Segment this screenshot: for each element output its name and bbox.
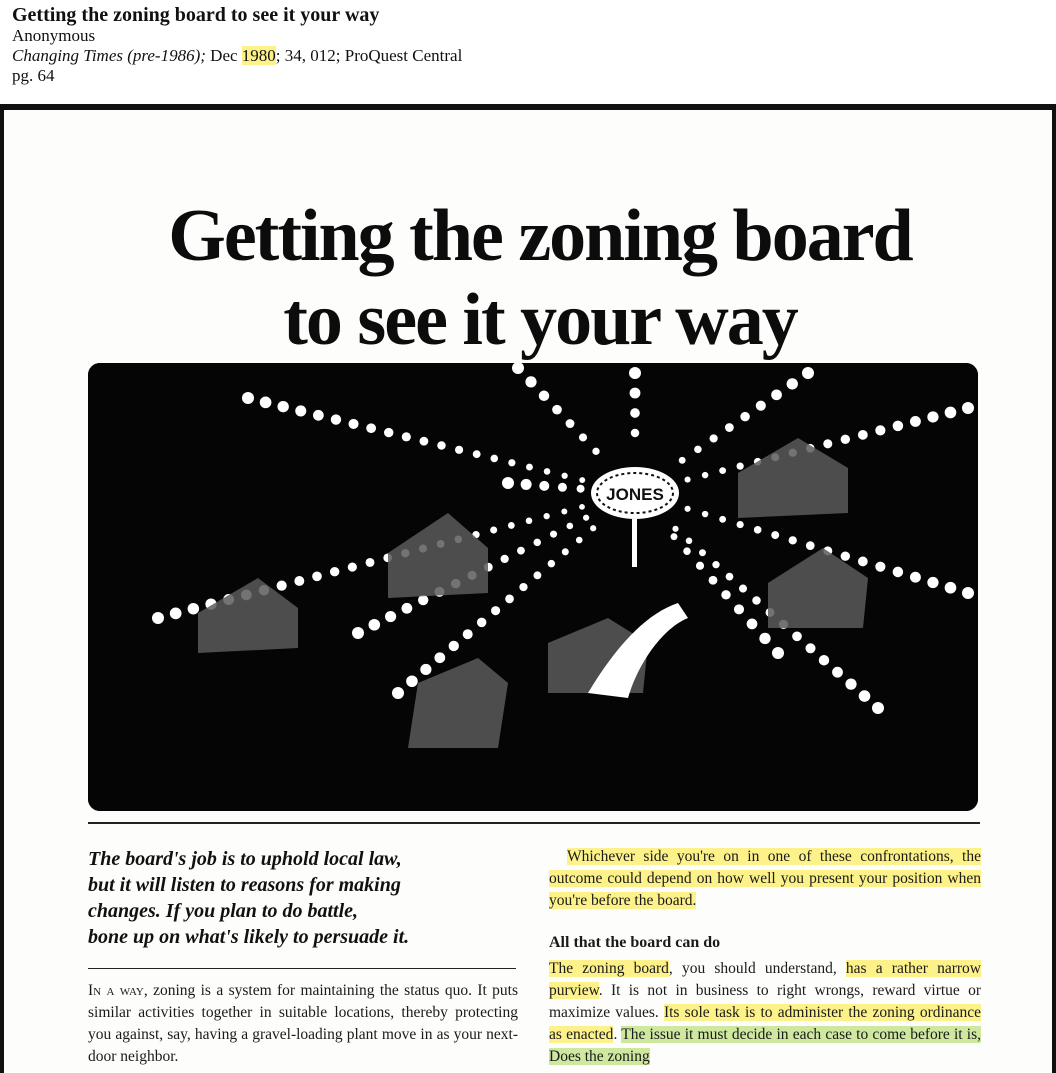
ray-dot xyxy=(502,477,514,489)
ray-dot xyxy=(505,595,514,604)
ray-dot xyxy=(771,531,779,539)
ray-dot xyxy=(579,433,587,441)
ray-dot xyxy=(534,539,541,546)
citation-source xyxy=(12,46,462,66)
ray-dot xyxy=(806,541,815,550)
ray-dot xyxy=(787,378,798,389)
ray-dot xyxy=(330,567,339,576)
ray-dot xyxy=(491,455,499,463)
ray-dot xyxy=(533,571,541,579)
highlight-issue: The issue it must decide in each case to come before it is, Does the zoning xyxy=(549,1026,981,1065)
ray-dot xyxy=(392,687,404,699)
ray-dot xyxy=(772,647,784,659)
ray-dot xyxy=(312,572,322,582)
headline-line-2: to see it your way xyxy=(283,279,797,361)
ray-dot xyxy=(583,515,589,521)
ray-dot xyxy=(558,483,567,492)
ray-dot xyxy=(519,583,527,591)
ray-dot xyxy=(710,434,718,442)
ray-dot xyxy=(792,632,802,642)
ray-dot xyxy=(550,531,557,538)
paragraph-1 xyxy=(549,846,981,912)
ray-dot xyxy=(402,432,411,441)
divider-rule xyxy=(88,822,980,824)
ray-dot xyxy=(841,435,850,444)
ray-dot xyxy=(525,376,536,387)
ray-dot xyxy=(331,414,341,424)
ray-dot xyxy=(567,523,574,530)
ray-dot xyxy=(789,536,797,544)
deck-line: bone up on what's likely to persuade it. xyxy=(88,926,410,948)
ray-dot xyxy=(294,576,304,586)
ray-dot xyxy=(945,582,957,594)
subheading: All that the board can do xyxy=(549,934,721,951)
ray-dot xyxy=(152,612,164,624)
ray-dot xyxy=(858,557,868,567)
ray-dot xyxy=(734,604,744,614)
ray-dot xyxy=(725,423,734,432)
ray-dot xyxy=(491,606,500,615)
deck-rule xyxy=(88,968,516,969)
deck-line: but it will listen to reasons for making xyxy=(88,874,401,896)
body-left-column xyxy=(88,980,518,1068)
ray-dot xyxy=(805,643,815,653)
ray-dot xyxy=(630,388,641,399)
ray-dot xyxy=(841,551,850,560)
citation-date: Dec xyxy=(210,46,238,65)
ray-dot xyxy=(719,516,726,523)
ray-dot xyxy=(702,511,708,517)
ray-dot xyxy=(170,608,182,620)
ray-dot xyxy=(242,392,254,404)
ray-dot xyxy=(576,537,583,544)
ray-dot xyxy=(683,547,691,555)
ray-dot xyxy=(501,555,509,563)
ray-dot xyxy=(712,561,719,568)
ray-dot xyxy=(592,448,599,455)
ray-dot xyxy=(709,576,718,585)
illustration xyxy=(88,363,978,811)
ray-dot xyxy=(526,518,533,525)
ray-dot xyxy=(544,513,550,519)
ray-dot xyxy=(188,603,199,614)
sign-label: JONES xyxy=(606,485,664,504)
ray-dot xyxy=(685,506,691,512)
ray-dot xyxy=(631,429,640,438)
ray-dot xyxy=(384,428,393,437)
ray-dot xyxy=(348,563,357,572)
ray-dot xyxy=(548,560,555,567)
ray-dot xyxy=(517,547,525,555)
highlight-purview: has a rather narrow purview xyxy=(549,960,981,999)
scan-edge xyxy=(1052,104,1056,1073)
ray-dot xyxy=(366,558,375,567)
ray-dot xyxy=(726,573,734,581)
ray-dot xyxy=(420,437,429,446)
ray-dot xyxy=(737,521,744,528)
highlight-sole-task: Its sole task is to administer the zoning ordinance as enacted xyxy=(549,1004,981,1043)
ray-dot xyxy=(473,450,481,458)
ray-dot xyxy=(771,389,782,400)
ray-dot xyxy=(629,367,641,379)
ray-dot xyxy=(694,446,702,454)
illustration-drawing xyxy=(88,363,978,811)
sign-post xyxy=(632,519,637,567)
ray-dot xyxy=(579,477,585,483)
ray-dot xyxy=(418,595,428,605)
ray-dot xyxy=(544,468,551,475)
ray-dot xyxy=(739,585,747,593)
ray-dot xyxy=(719,467,726,474)
text-run: , you should understand, xyxy=(668,960,846,977)
paragraph-2 xyxy=(549,958,981,1068)
ray-dot xyxy=(759,633,770,644)
ray-dot xyxy=(277,581,287,591)
citation-year: 1980 xyxy=(241,46,276,65)
ray-dot xyxy=(910,572,921,583)
ray-dot xyxy=(699,549,706,556)
ray-dot xyxy=(420,664,431,675)
ray-dot xyxy=(752,596,761,605)
body-right-column xyxy=(549,846,981,1068)
ray-dot xyxy=(385,611,396,622)
highlight-zoning-board: The zoning board xyxy=(549,960,669,977)
ray-dot xyxy=(590,525,596,531)
ray-dot xyxy=(455,446,463,454)
ray-dot xyxy=(832,667,843,678)
ray-dot xyxy=(672,526,678,532)
ray-dot xyxy=(696,562,704,570)
ray-dot xyxy=(910,416,921,427)
ray-dot xyxy=(490,527,497,534)
ray-dot xyxy=(579,504,585,510)
citation-rest: ; 34, 012; ProQuest Central xyxy=(275,46,463,65)
ray-dot xyxy=(463,629,473,639)
ray-dot xyxy=(630,408,640,418)
ray-dot xyxy=(721,590,730,599)
ray-dot xyxy=(406,675,418,687)
ray-dot xyxy=(893,421,904,432)
ray-dot xyxy=(477,618,487,628)
ray-dot xyxy=(539,391,549,401)
ray-dot xyxy=(508,459,515,466)
ray-dot xyxy=(260,396,272,408)
ray-dot xyxy=(927,577,938,588)
ray-dot xyxy=(686,538,693,545)
headline-line-1: Getting the zoning board xyxy=(168,195,912,277)
ray-dot xyxy=(508,522,515,529)
ray-dot xyxy=(526,464,533,471)
ray-dot xyxy=(685,477,691,483)
ray-dot xyxy=(671,533,678,540)
ray-dot xyxy=(875,562,885,572)
ray-dot xyxy=(577,485,585,493)
ray-dot xyxy=(740,412,749,421)
citation-author: Anonymous xyxy=(12,26,96,45)
ray-dot xyxy=(756,401,766,411)
lead-in: In a way, xyxy=(88,982,148,999)
citation-title: Getting the zoning board to see it your way xyxy=(12,4,380,26)
ray-dot xyxy=(858,430,868,440)
ray-dot xyxy=(893,567,904,578)
deck-line: The board's job is to uphold local law, xyxy=(88,848,402,870)
ray-dot xyxy=(402,603,413,614)
ray-dot xyxy=(872,702,884,714)
citation-journal: Changing Times (pre-1986); xyxy=(12,46,206,65)
ray-dot xyxy=(552,405,562,415)
text-run: . xyxy=(613,1026,622,1043)
ray-dot xyxy=(278,401,289,412)
ray-dot xyxy=(747,619,758,630)
citation-page: pg. 64 xyxy=(12,66,55,85)
ray-dot xyxy=(434,652,445,663)
ray-dot xyxy=(352,627,364,639)
ray-dot xyxy=(566,419,575,428)
ray-dot xyxy=(369,619,381,631)
ray-dot xyxy=(754,526,762,534)
ray-dot xyxy=(437,441,446,450)
ray-dot xyxy=(521,479,532,490)
ray-dot xyxy=(295,405,306,416)
ray-dot xyxy=(823,439,832,448)
ray-dot xyxy=(539,481,549,491)
deck-line: changes. If you plan to do battle, xyxy=(88,900,359,922)
ray-dot xyxy=(562,473,568,479)
highlight-paragraph-1: Whichever side you're on in one of these confrontations, the outcome could depend on how well you present your position when you're before the board. xyxy=(549,848,981,909)
ray-dot xyxy=(962,587,974,599)
ray-dot xyxy=(449,641,459,651)
ray-dot xyxy=(313,410,324,421)
ray-dot xyxy=(802,367,814,379)
body-left-text: zoning is a system for maintaining the status quo. It puts similar activities together in suitable locations, thereby protecting you against, say, having a gravel-loading plant move in as your next-door neighbor. xyxy=(88,982,518,1065)
ray-dot xyxy=(562,548,569,555)
ray-dot xyxy=(561,509,567,515)
ray-dot xyxy=(702,472,708,478)
ray-dot xyxy=(875,425,885,435)
ray-dot xyxy=(962,402,974,414)
citation-block xyxy=(12,4,462,86)
ray-dot xyxy=(845,679,856,690)
deck-text xyxy=(88,846,528,950)
ray-dot xyxy=(349,419,359,429)
ray-dot xyxy=(945,407,957,419)
ray-dot xyxy=(819,655,829,665)
ray-dot xyxy=(737,463,744,470)
text-run: . It is not in business to right wrongs, reward virtue or maximize values. xyxy=(549,982,981,1021)
ray-dot xyxy=(859,690,871,702)
ray-dot xyxy=(366,423,376,433)
ray-dot xyxy=(927,411,938,422)
ray-dot xyxy=(679,457,686,464)
